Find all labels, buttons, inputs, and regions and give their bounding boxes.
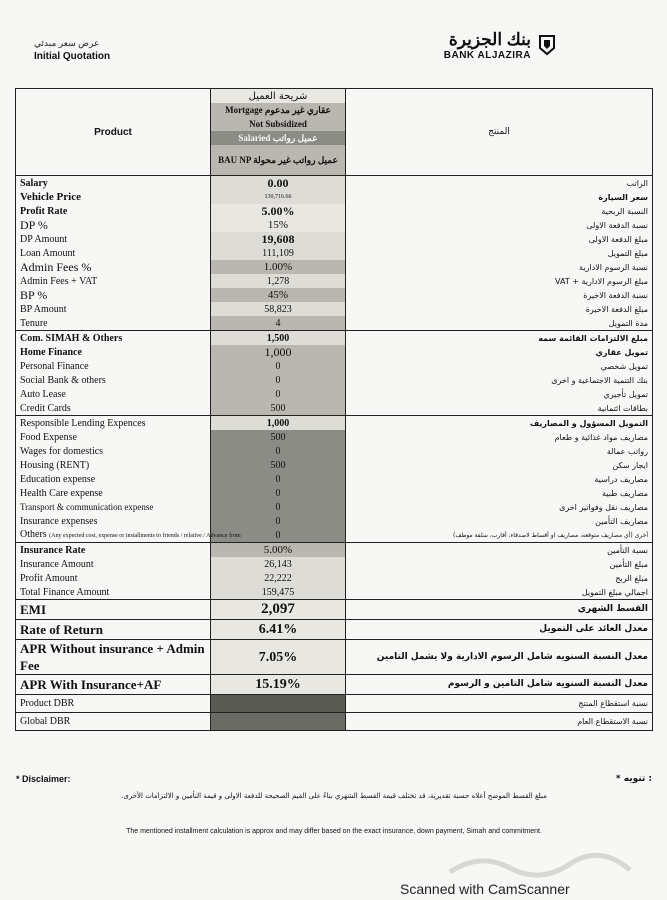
row-label-ar: رواتب عمالة xyxy=(346,444,653,458)
row-value: 22,222 xyxy=(211,571,346,585)
row-label-ar: مبلغ التمويل xyxy=(346,246,653,260)
table-row xyxy=(16,331,653,346)
row-value: 6.41% xyxy=(211,620,346,640)
row-value: 0 xyxy=(211,500,346,514)
row-value-redacted xyxy=(211,695,346,713)
row-value: 5.00% xyxy=(211,204,346,218)
row-value: 2,097 xyxy=(211,600,346,620)
row-value: 130,716.66 xyxy=(211,190,346,204)
table-row xyxy=(16,444,653,458)
row-label-ar: مدة التمويل xyxy=(346,316,653,331)
table-row xyxy=(16,585,653,600)
row-label-ar: مصاريف نقل وفواتير اخرى xyxy=(346,500,653,514)
row-label-en xyxy=(16,528,241,543)
row-label-en: APR With Insurance+AF xyxy=(16,675,211,695)
table-row xyxy=(16,232,653,246)
table-row xyxy=(16,218,653,232)
table-row xyxy=(16,713,653,731)
table-row xyxy=(16,600,653,620)
row-label-ar: نسبة استقطاع المنتج xyxy=(346,695,653,713)
row-label-en: Rate of Return xyxy=(16,620,211,640)
row-label-en: Loan Amount xyxy=(16,246,211,260)
table-row xyxy=(16,190,653,204)
table-row xyxy=(16,288,653,302)
row-value: 0.00 xyxy=(211,176,346,191)
row-label-en: Tenure xyxy=(16,316,211,331)
row-label-ar: معدل النسبة السنويه شامل الرسوم الادارية ولا يشمل التامين xyxy=(346,640,653,675)
table-row xyxy=(16,528,653,543)
disclaimer-body-en: The mentioned installment calculation is approx and may differ based on the exact insurance, down payment, Simah and commitment. xyxy=(126,828,542,835)
table-row xyxy=(16,387,653,401)
row-value: 0 xyxy=(211,514,346,528)
row-label-ar: مبلغ الدفعة الاخيرة xyxy=(346,302,653,316)
table-row xyxy=(16,246,653,260)
row-label-en: Product DBR xyxy=(16,695,211,713)
row-value-redacted xyxy=(211,713,346,731)
table-row xyxy=(16,458,653,472)
row-value: 4 xyxy=(211,316,346,331)
row-label-en: Auto Lease xyxy=(16,387,211,401)
row-value: 1,278 xyxy=(211,274,346,288)
quotation-title-ar: عرض سعر مبدئي xyxy=(34,38,100,48)
row-label-ar: تمويل شخصي xyxy=(346,359,653,373)
row-label-en: Insurance expenses xyxy=(16,514,211,528)
quotation-table xyxy=(15,88,653,731)
table-row xyxy=(16,401,653,416)
disclaimer-title-ar: : تنويه * xyxy=(615,774,652,784)
header-mortgage: Mortgage عقاري غير مدعوم xyxy=(211,103,346,117)
row-value: 1,000 xyxy=(211,345,346,359)
row-value: 26,143 xyxy=(211,557,346,571)
header-salaried: Salaried عميل رواتب xyxy=(211,131,346,145)
table-row xyxy=(16,176,653,191)
table-row xyxy=(16,345,653,359)
header-not-subsidized: Not Subsidized xyxy=(211,117,346,131)
row-value: 1,000 xyxy=(211,416,346,431)
table-row xyxy=(16,571,653,585)
row-value: 0 xyxy=(211,444,346,458)
table-row xyxy=(16,695,653,713)
table-row xyxy=(16,359,653,373)
table-row xyxy=(16,640,653,675)
table-row xyxy=(16,316,653,331)
table-row xyxy=(16,302,653,316)
scanner-footer: Scanned with CamScanner xyxy=(400,881,570,897)
row-label-en: Food Expense xyxy=(16,430,211,444)
row-value: 0 xyxy=(211,359,346,373)
row-label-ar: تمويل عقاري xyxy=(346,345,653,359)
row-value: 500 xyxy=(211,430,346,444)
row-label-ar: نسبة الاستقطاع العام xyxy=(346,713,653,731)
row-value: 15% xyxy=(211,218,346,232)
table-header-row xyxy=(16,89,653,104)
bank-name-en: BANK ALJAZIRA xyxy=(443,50,531,61)
row-label-en: Wages for domestics xyxy=(16,444,211,458)
row-label-ar: مصاريف التأمين xyxy=(346,514,653,528)
row-label-ar: مبلغ الدفعة الاولى xyxy=(346,232,653,246)
table-row xyxy=(16,416,653,431)
bank-name-ar: بنك الجزيرة xyxy=(448,30,531,49)
row-label-en: EMI xyxy=(16,600,211,620)
row-value: 500 xyxy=(211,458,346,472)
row-label-en: Com. SIMAH & Others xyxy=(16,331,211,346)
row-label-ar: سعر السيارة xyxy=(346,190,653,204)
row-label-en: BP Amount xyxy=(16,302,211,316)
row-label-ar: بنك التنمية الاجتماعية و اخرى xyxy=(346,373,653,387)
row-label-en: Health Care expense xyxy=(16,486,211,500)
row-label-en: Insurance Amount xyxy=(16,557,211,571)
row-label-en: Housing (RENT) xyxy=(16,458,211,472)
table-row xyxy=(16,620,653,640)
disclaimer-body-ar: مبلغ القسط الموضح أعلاه حسبة تقديرية، قد تختلف قيمة القسط الشهري بناءً على القيم الصحيحة للدفعة الاولى و قيمة التأمين و الالتزامات الأخرى. xyxy=(121,792,547,800)
row-label-en: Education expense xyxy=(16,472,211,486)
row-label-en: Insurance Rate xyxy=(16,543,211,558)
row-label-ar: نسبة الدفعة الاولى xyxy=(346,218,653,232)
row-label-ar: النسبة الربحية xyxy=(346,204,653,218)
row-value: 1,500 xyxy=(211,331,346,346)
row-label-ar: الراتب xyxy=(346,176,653,191)
row-label-en: Admin Fees % xyxy=(16,260,211,274)
disclaimer xyxy=(16,774,652,835)
header-product-en: Product xyxy=(16,89,211,176)
row-label-ar: نسبة الرسوم الادارية xyxy=(346,260,653,274)
row-value: 0 xyxy=(211,472,346,486)
row-label-ar: تمويل تأجيري xyxy=(346,387,653,401)
bank-logo-icon xyxy=(537,34,557,56)
table-row xyxy=(16,373,653,387)
row-label-en: Profit Rate xyxy=(16,204,211,218)
row-value: 58,823 xyxy=(211,302,346,316)
row-value: 0 xyxy=(211,486,346,500)
row-value: 15.19% xyxy=(211,675,346,695)
row-label-ar: معدل النسبة السنويه شامل التامين و الرسوم xyxy=(346,675,653,695)
disclaimer-title-en: * Disclaimer: xyxy=(16,774,71,784)
row-label-ar: اجمالي مبلغ التمويل xyxy=(346,585,653,600)
row-label-en: Personal Finance xyxy=(16,359,211,373)
row-label-en: Responsible Lending Expences xyxy=(16,416,211,431)
table-row xyxy=(16,500,653,514)
table-row xyxy=(16,486,653,500)
row-label-ar: مبلغ الالتزامات القائمة سمه xyxy=(346,331,653,346)
row-label-en: Profit Amount xyxy=(16,571,211,585)
row-label-en: Salary xyxy=(16,176,211,191)
row-label-en: BP % xyxy=(16,288,211,302)
row-label-en: APR Without insurance + Admin Fee xyxy=(16,640,211,675)
row-label-ar: القسط الشهري xyxy=(346,600,653,620)
row-value: 7.05% xyxy=(211,640,346,675)
row-label-ar: مبلغ الربح xyxy=(346,571,653,585)
row-label-en: Global DBR xyxy=(16,713,211,731)
row-label-ar: ايجار سكن xyxy=(346,458,653,472)
table-row xyxy=(16,260,653,274)
row-label-en: Admin Fees + VAT xyxy=(16,274,211,288)
table-row xyxy=(16,514,653,528)
row-label-ar: مصاريف مواد غذائية و طعام xyxy=(346,430,653,444)
row-value: 0 xyxy=(211,528,346,543)
table-row xyxy=(16,675,653,695)
row-label-en: Credit Cards xyxy=(16,401,211,416)
quotation-title-en: Initial Quotation xyxy=(34,51,111,62)
quotation-title-block xyxy=(34,38,110,62)
row-label-ar: بطاقات ائتمانية xyxy=(346,401,653,416)
table-row xyxy=(16,430,653,444)
row-label-en: DP Amount xyxy=(16,232,211,246)
row-value: 0 xyxy=(211,387,346,401)
row-label-en: Vehicle Price xyxy=(16,190,211,204)
row-value: 159,475 xyxy=(211,585,346,600)
header-bau: BAU NP عميل رواتب غير محولة xyxy=(211,145,346,176)
row-value: 111,109 xyxy=(211,246,346,260)
table-row xyxy=(16,557,653,571)
table-row xyxy=(16,274,653,288)
row-label-ar: مبلغ التأمين xyxy=(346,557,653,571)
row-label-en: Others xyxy=(20,528,47,540)
row-value: 5.00% xyxy=(211,543,346,558)
row-label-en: Social Bank & others xyxy=(16,373,211,387)
header-segment-ar: شريحة العميل xyxy=(211,89,346,104)
row-value: 0 xyxy=(211,373,346,387)
row-label-en: DP % xyxy=(16,218,211,232)
row-label-ar: التمويل المسؤول و المصاريف xyxy=(346,416,653,431)
row-label-ar: نسبة الدفعة الاخيرة xyxy=(346,288,653,302)
row-label-ar: مصاريف طبية xyxy=(346,486,653,500)
row-label-ar: أخرى (أي مصاريف متوقعه، مصاريف او أقساط لاصدقاء، أقارب، سلفة موظف) xyxy=(346,528,653,543)
row-value: 19,608 xyxy=(211,232,346,246)
row-value: 500 xyxy=(211,401,346,416)
table-row xyxy=(16,472,653,486)
bank-logo xyxy=(444,30,531,61)
watermark-logo-icon xyxy=(440,850,640,880)
row-label-en: Transport & communication expense xyxy=(16,500,211,514)
row-label-en: Home Finance xyxy=(16,345,211,359)
row-note-en: (Any expected cost, expense or installments to friends / relative / Advance from xyxy=(49,532,241,539)
row-value: 45% xyxy=(211,288,346,302)
header-product-ar: المنتج xyxy=(346,89,653,176)
row-label-en: Total Finance Amount xyxy=(16,585,211,600)
row-label-ar: معدل العائد على التمويل xyxy=(346,620,653,640)
row-label-ar: مبلغ الرسوم الادارية + VAT xyxy=(346,274,653,288)
row-label-ar: نسبة التأمين xyxy=(346,543,653,558)
table-row xyxy=(16,204,653,218)
row-value: 1.00% xyxy=(211,260,346,274)
row-label-ar: مصاريف دراسية xyxy=(346,472,653,486)
table-row xyxy=(16,543,653,558)
